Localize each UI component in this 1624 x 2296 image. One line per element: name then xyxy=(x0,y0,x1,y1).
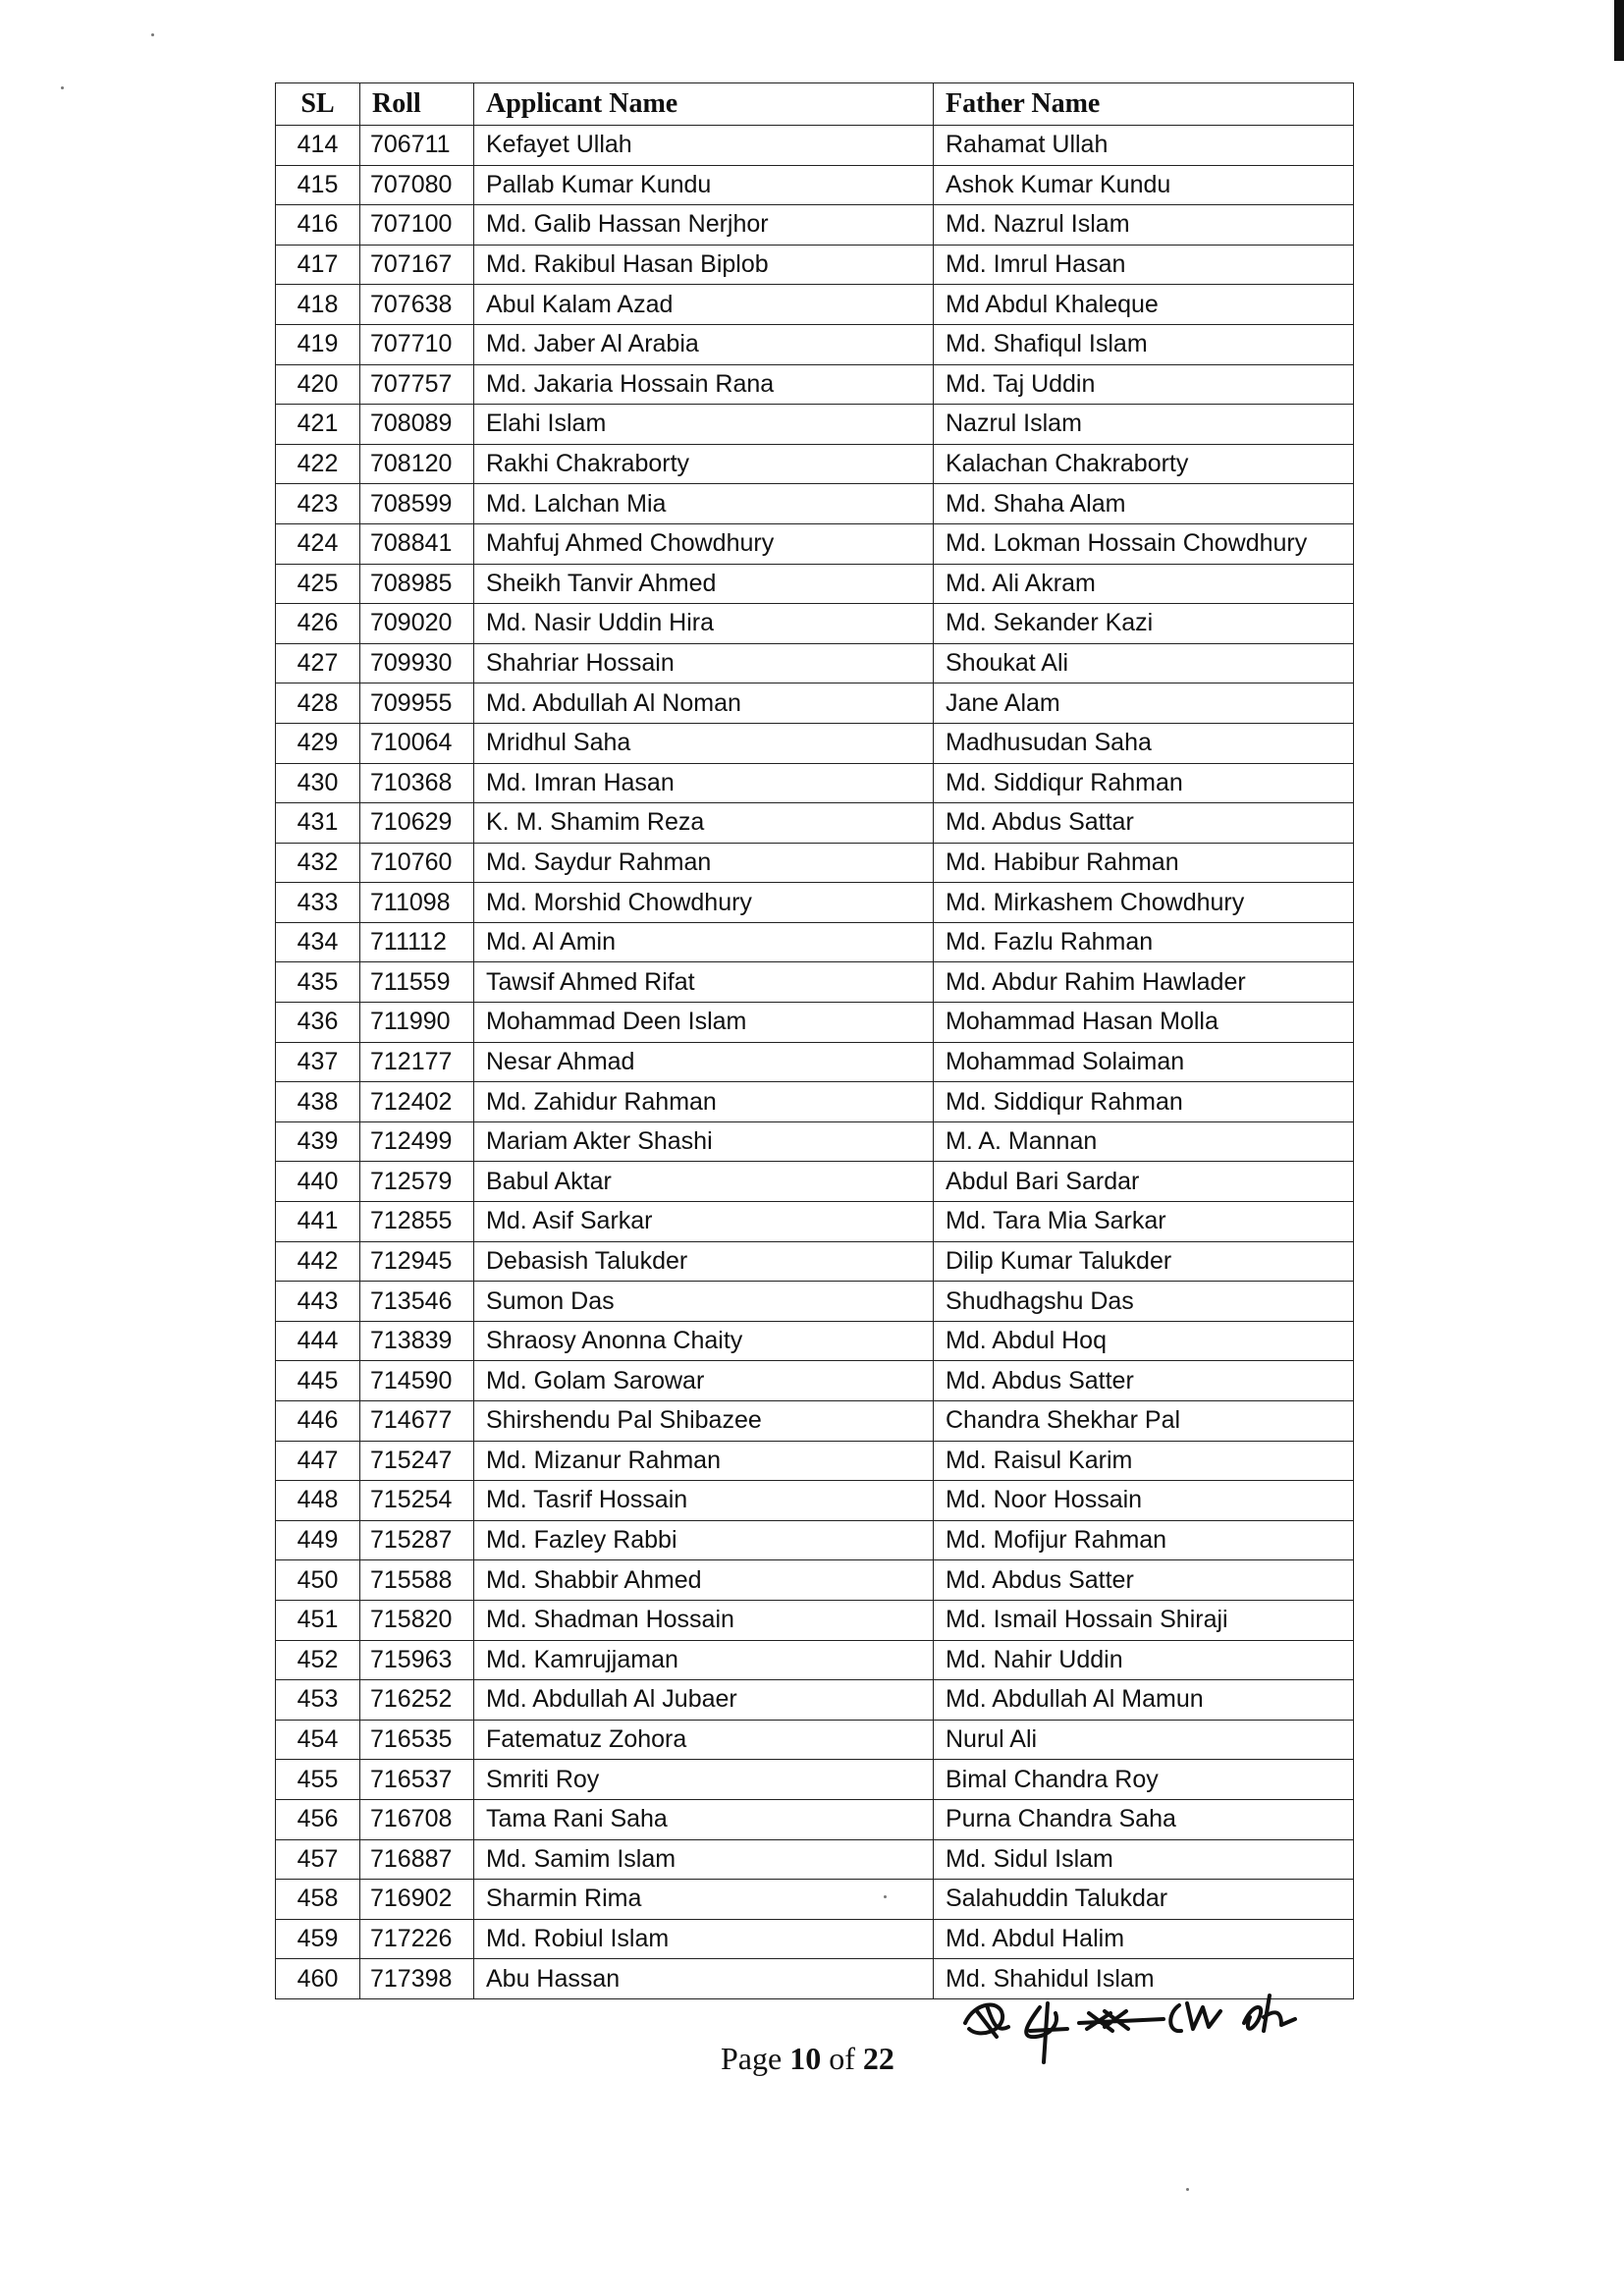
cell-sl: 439 xyxy=(276,1121,360,1162)
cell-father-name: Md. Shahidul Islam xyxy=(934,1959,1354,1999)
scan-speck xyxy=(1186,2188,1189,2191)
cell-father-name: Md. Abdus Satter xyxy=(934,1560,1354,1601)
cell-applicant-name: Md. Saydur Rahman xyxy=(474,843,934,883)
cell-roll: 708841 xyxy=(360,523,474,564)
page-prefix: Page xyxy=(721,2041,783,2076)
cell-applicant-name: Abul Kalam Azad xyxy=(474,285,934,325)
cell-applicant-name: Md. Zahidur Rahman xyxy=(474,1082,934,1122)
cell-sl: 448 xyxy=(276,1481,360,1521)
cell-sl: 420 xyxy=(276,364,360,405)
cell-applicant-name: Shahriar Hossain xyxy=(474,643,934,683)
cell-father-name: Md. Raisul Karim xyxy=(934,1441,1354,1481)
cell-applicant-name: Mahfuj Ahmed Chowdhury xyxy=(474,523,934,564)
cell-father-name: Md. Fazlu Rahman xyxy=(934,922,1354,962)
cell-father-name: Md. Mofijur Rahman xyxy=(934,1520,1354,1560)
cell-father-name: Md. Tara Mia Sarkar xyxy=(934,1202,1354,1242)
cell-roll: 715963 xyxy=(360,1640,474,1680)
table-row xyxy=(276,1560,1354,1601)
cell-roll: 716887 xyxy=(360,1839,474,1880)
cell-sl: 427 xyxy=(276,643,360,683)
table-row xyxy=(276,405,1354,445)
cell-sl: 426 xyxy=(276,604,360,644)
cell-roll: 707167 xyxy=(360,245,474,285)
column-header-applicant-name: Applicant Name xyxy=(474,83,934,126)
cell-father-name: Md. Imrul Hasan xyxy=(934,245,1354,285)
cell-roll: 713839 xyxy=(360,1321,474,1361)
cell-father-name: Md. Abdullah Al Mamun xyxy=(934,1680,1354,1721)
table-row xyxy=(276,1241,1354,1282)
cell-roll: 707080 xyxy=(360,165,474,205)
table-row xyxy=(276,523,1354,564)
cell-father-name: Md. Siddiqur Rahman xyxy=(934,763,1354,803)
cell-applicant-name: Md. Al Amin xyxy=(474,922,934,962)
cell-sl: 446 xyxy=(276,1401,360,1442)
cell-father-name: Mohammad Hasan Molla xyxy=(934,1003,1354,1043)
applicant-list-table xyxy=(275,82,1354,1999)
cell-sl: 423 xyxy=(276,484,360,524)
table-row xyxy=(276,1919,1354,1959)
cell-father-name: Madhusudan Saha xyxy=(934,723,1354,763)
cell-sl: 415 xyxy=(276,165,360,205)
cell-roll: 716252 xyxy=(360,1680,474,1721)
cell-applicant-name: Kefayet Ullah xyxy=(474,126,934,166)
cell-father-name: Shudhagshu Das xyxy=(934,1282,1354,1322)
cell-roll: 717226 xyxy=(360,1919,474,1959)
column-header-sl: SL xyxy=(276,83,360,126)
cell-father-name: Md. Sekander Kazi xyxy=(934,604,1354,644)
cell-roll: 712402 xyxy=(360,1082,474,1122)
table-row xyxy=(276,1481,1354,1521)
table-row xyxy=(276,1600,1354,1640)
cell-sl: 437 xyxy=(276,1042,360,1082)
page-of-label: of xyxy=(829,2041,855,2076)
cell-sl: 460 xyxy=(276,1959,360,1999)
cell-applicant-name: Md. Jakaria Hossain Rana xyxy=(474,364,934,405)
current-page: 10 xyxy=(789,2041,822,2076)
cell-roll: 716537 xyxy=(360,1760,474,1800)
cell-roll: 707100 xyxy=(360,205,474,246)
cell-roll: 717398 xyxy=(360,1959,474,1999)
cell-applicant-name: Md. Nasir Uddin Hira xyxy=(474,604,934,644)
cell-sl: 459 xyxy=(276,1919,360,1959)
cell-father-name: Rahamat Ullah xyxy=(934,126,1354,166)
cell-roll: 713546 xyxy=(360,1282,474,1322)
cell-applicant-name: Shraosy Anonna Chaity xyxy=(474,1321,934,1361)
column-header-roll: Roll xyxy=(360,83,474,126)
cell-father-name: Md. Nahir Uddin xyxy=(934,1640,1354,1680)
cell-roll: 711559 xyxy=(360,962,474,1003)
cell-applicant-name: Smriti Roy xyxy=(474,1760,934,1800)
cell-father-name: Mohammad Solaiman xyxy=(934,1042,1354,1082)
table-row xyxy=(276,1839,1354,1880)
cell-roll: 708599 xyxy=(360,484,474,524)
cell-father-name: Md Abdul Khaleque xyxy=(934,285,1354,325)
cell-father-name: Purna Chandra Saha xyxy=(934,1799,1354,1839)
table-row xyxy=(276,604,1354,644)
table-row xyxy=(276,564,1354,604)
cell-sl: 418 xyxy=(276,285,360,325)
cell-sl: 453 xyxy=(276,1680,360,1721)
cell-roll: 707710 xyxy=(360,324,474,364)
cell-sl: 445 xyxy=(276,1361,360,1401)
cell-sl: 443 xyxy=(276,1282,360,1322)
cell-father-name: Ashok Kumar Kundu xyxy=(934,165,1354,205)
cell-father-name: Md. Abdus Satter xyxy=(934,1361,1354,1401)
cell-father-name: Md. Shaha Alam xyxy=(934,484,1354,524)
cell-applicant-name: Debasish Talukder xyxy=(474,1241,934,1282)
cell-father-name: Md. Siddiqur Rahman xyxy=(934,1082,1354,1122)
cell-sl: 430 xyxy=(276,763,360,803)
cell-roll: 715588 xyxy=(360,1560,474,1601)
cell-applicant-name: Abu Hassan xyxy=(474,1959,934,1999)
cell-applicant-name: Md. Robiul Islam xyxy=(474,1919,934,1959)
table-row xyxy=(276,444,1354,484)
signature-stroke xyxy=(1170,2003,1220,2031)
cell-sl: 434 xyxy=(276,922,360,962)
cell-father-name: Md. Mirkashem Chowdhury xyxy=(934,883,1354,923)
table-row xyxy=(276,1760,1354,1800)
cell-roll: 711112 xyxy=(360,922,474,962)
cell-sl: 457 xyxy=(276,1839,360,1880)
cell-applicant-name: Fatematuz Zohora xyxy=(474,1720,934,1760)
cell-applicant-name: Sumon Das xyxy=(474,1282,934,1322)
cell-roll: 709930 xyxy=(360,643,474,683)
cell-applicant-name: Md. Golam Sarowar xyxy=(474,1361,934,1401)
cell-roll: 711990 xyxy=(360,1003,474,1043)
cell-sl: 431 xyxy=(276,803,360,844)
cell-applicant-name: Pallab Kumar Kundu xyxy=(474,165,934,205)
table-header-row xyxy=(276,83,1354,126)
cell-applicant-name: K. M. Shamim Reza xyxy=(474,803,934,844)
cell-sl: 433 xyxy=(276,883,360,923)
cell-applicant-name: Md. Rakibul Hasan Biplob xyxy=(474,245,934,285)
table-row xyxy=(276,1401,1354,1442)
table-row xyxy=(276,1720,1354,1760)
table-row xyxy=(276,126,1354,166)
cell-applicant-name: Md. Asif Sarkar xyxy=(474,1202,934,1242)
cell-sl: 425 xyxy=(276,564,360,604)
cell-applicant-name: Sheikh Tanvir Ahmed xyxy=(474,564,934,604)
cell-father-name: Abdul Bari Sardar xyxy=(934,1162,1354,1202)
table-row xyxy=(276,763,1354,803)
cell-applicant-name: Nesar Ahmad xyxy=(474,1042,934,1082)
cell-roll: 714677 xyxy=(360,1401,474,1442)
table-row xyxy=(276,285,1354,325)
cell-roll: 716535 xyxy=(360,1720,474,1760)
cell-father-name: Kalachan Chakraborty xyxy=(934,444,1354,484)
table-row xyxy=(276,683,1354,724)
cell-roll: 715247 xyxy=(360,1441,474,1481)
table-body xyxy=(276,126,1354,1999)
table-row xyxy=(276,1520,1354,1560)
cell-roll: 710368 xyxy=(360,763,474,803)
table-row xyxy=(276,1880,1354,1920)
cell-roll: 707757 xyxy=(360,364,474,405)
cell-roll: 715820 xyxy=(360,1600,474,1640)
cell-father-name: Nurul Ali xyxy=(934,1720,1354,1760)
table-row xyxy=(276,1202,1354,1242)
table-row xyxy=(276,1640,1354,1680)
cell-roll: 715254 xyxy=(360,1481,474,1521)
cell-sl: 442 xyxy=(276,1241,360,1282)
cell-sl: 421 xyxy=(276,405,360,445)
cell-father-name: Md. Abdur Rahim Hawlader xyxy=(934,962,1354,1003)
cell-father-name: Md. Lokman Hossain Chowdhury xyxy=(934,523,1354,564)
cell-applicant-name: Rakhi Chakraborty xyxy=(474,444,934,484)
cell-father-name: Dilip Kumar Talukder xyxy=(934,1241,1354,1282)
table-row xyxy=(276,1441,1354,1481)
cell-applicant-name: Md. Abdullah Al Noman xyxy=(474,683,934,724)
cell-roll: 709955 xyxy=(360,683,474,724)
table-row xyxy=(276,1680,1354,1721)
cell-applicant-name: Tawsif Ahmed Rifat xyxy=(474,962,934,1003)
cell-sl: 438 xyxy=(276,1082,360,1122)
cell-father-name: M. A. Mannan xyxy=(934,1121,1354,1162)
cell-roll: 708985 xyxy=(360,564,474,604)
table-row xyxy=(276,1799,1354,1839)
cell-roll: 709020 xyxy=(360,604,474,644)
cell-roll: 712499 xyxy=(360,1121,474,1162)
cell-roll: 712177 xyxy=(360,1042,474,1082)
table-row xyxy=(276,883,1354,923)
scan-speck xyxy=(61,86,64,89)
cell-applicant-name: Md. Lalchan Mia xyxy=(474,484,934,524)
scan-speck xyxy=(151,33,154,36)
cell-father-name: Md. Abdul Hoq xyxy=(934,1321,1354,1361)
cell-roll: 707638 xyxy=(360,285,474,325)
signature-stroke xyxy=(1026,2003,1067,2062)
table-row xyxy=(276,364,1354,405)
cell-father-name: Md. Taj Uddin xyxy=(934,364,1354,405)
total-pages: 22 xyxy=(862,2041,894,2076)
cell-applicant-name: Mohammad Deen Islam xyxy=(474,1003,934,1043)
table-row xyxy=(276,843,1354,883)
table-row xyxy=(276,1282,1354,1322)
cell-father-name: Jane Alam xyxy=(934,683,1354,724)
cell-roll: 710064 xyxy=(360,723,474,763)
cell-roll: 712945 xyxy=(360,1241,474,1282)
cell-applicant-name: Md. Fazley Rabbi xyxy=(474,1520,934,1560)
table-row xyxy=(276,962,1354,1003)
cell-sl: 436 xyxy=(276,1003,360,1043)
cell-applicant-name: Md. Galib Hassan Nerjhor xyxy=(474,205,934,246)
table-row xyxy=(276,643,1354,683)
table-row xyxy=(276,165,1354,205)
table-row xyxy=(276,324,1354,364)
table-row xyxy=(276,484,1354,524)
cell-applicant-name: Md. Kamrujjaman xyxy=(474,1640,934,1680)
cell-sl: 414 xyxy=(276,126,360,166)
cell-applicant-name: Md. Tasrif Hossain xyxy=(474,1481,934,1521)
cell-sl: 435 xyxy=(276,962,360,1003)
cell-sl: 454 xyxy=(276,1720,360,1760)
cell-sl: 422 xyxy=(276,444,360,484)
scan-edge-mark xyxy=(1614,0,1624,61)
cell-father-name: Chandra Shekhar Pal xyxy=(934,1401,1354,1442)
cell-roll: 710760 xyxy=(360,843,474,883)
cell-applicant-name: Babul Aktar xyxy=(474,1162,934,1202)
signatures-image xyxy=(957,1984,1311,2072)
table-row xyxy=(276,1042,1354,1082)
cell-father-name: Md. Abdus Sattar xyxy=(934,803,1354,844)
cell-sl: 451 xyxy=(276,1600,360,1640)
cell-roll: 708089 xyxy=(360,405,474,445)
cell-roll: 711098 xyxy=(360,883,474,923)
cell-sl: 416 xyxy=(276,205,360,246)
cell-roll: 716708 xyxy=(360,1799,474,1839)
table-row xyxy=(276,1162,1354,1202)
cell-sl: 449 xyxy=(276,1520,360,1560)
cell-roll: 708120 xyxy=(360,444,474,484)
signature-stroke xyxy=(965,2005,1008,2037)
cell-applicant-name: Mariam Akter Shashi xyxy=(474,1121,934,1162)
cell-applicant-name: Sharmin Rima xyxy=(474,1880,934,1920)
cell-father-name: Md. Ali Akram xyxy=(934,564,1354,604)
cell-applicant-name: Tama Rani Saha xyxy=(474,1799,934,1839)
cell-father-name: Shoukat Ali xyxy=(934,643,1354,683)
cell-applicant-name: Shirshendu Pal Shibazee xyxy=(474,1401,934,1442)
table-row xyxy=(276,922,1354,962)
table-row xyxy=(276,1121,1354,1162)
table-row xyxy=(276,1321,1354,1361)
cell-sl: 432 xyxy=(276,843,360,883)
cell-sl: 452 xyxy=(276,1640,360,1680)
cell-father-name: Nazrul Islam xyxy=(934,405,1354,445)
cell-father-name: Md. Noor Hossain xyxy=(934,1481,1354,1521)
cell-applicant-name: Md. Samim Islam xyxy=(474,1839,934,1880)
cell-sl: 428 xyxy=(276,683,360,724)
page-number xyxy=(721,2041,894,2077)
cell-applicant-name: Md. Shabbir Ahmed xyxy=(474,1560,934,1601)
cell-father-name: Md. Ismail Hossain Shiraji xyxy=(934,1600,1354,1640)
cell-sl: 455 xyxy=(276,1760,360,1800)
table-row xyxy=(276,1003,1354,1043)
cell-father-name: Md. Shafiqul Islam xyxy=(934,324,1354,364)
cell-roll: 716902 xyxy=(360,1880,474,1920)
cell-roll: 715287 xyxy=(360,1520,474,1560)
cell-roll: 710629 xyxy=(360,803,474,844)
cell-father-name: Md. Nazrul Islam xyxy=(934,205,1354,246)
cell-sl: 456 xyxy=(276,1799,360,1839)
cell-father-name: Md. Abdul Halim xyxy=(934,1919,1354,1959)
cell-applicant-name: Md. Shadman Hossain xyxy=(474,1600,934,1640)
cell-applicant-name: Md. Imran Hasan xyxy=(474,763,934,803)
cell-father-name: Salahuddin Talukdar xyxy=(934,1880,1354,1920)
cell-roll: 706711 xyxy=(360,126,474,166)
cell-sl: 441 xyxy=(276,1202,360,1242)
cell-applicant-name: Md. Abdullah Al Jubaer xyxy=(474,1680,934,1721)
cell-father-name: Bimal Chandra Roy xyxy=(934,1760,1354,1800)
signature-stroke xyxy=(1244,1995,1295,2031)
cell-roll: 712579 xyxy=(360,1162,474,1202)
cell-applicant-name: Md. Jaber Al Arabia xyxy=(474,324,934,364)
cell-sl: 450 xyxy=(276,1560,360,1601)
cell-sl: 417 xyxy=(276,245,360,285)
cell-applicant-name: Elahi Islam xyxy=(474,405,934,445)
cell-applicant-name: Mridhul Saha xyxy=(474,723,934,763)
table-row xyxy=(276,1361,1354,1401)
cell-applicant-name: Md. Morshid Chowdhury xyxy=(474,883,934,923)
signature-stroke xyxy=(1079,2011,1164,2031)
cell-sl: 419 xyxy=(276,324,360,364)
cell-father-name: Md. Habibur Rahman xyxy=(934,843,1354,883)
table-row xyxy=(276,723,1354,763)
cell-father-name: Md. Sidul Islam xyxy=(934,1839,1354,1880)
table-row xyxy=(276,245,1354,285)
cell-sl: 424 xyxy=(276,523,360,564)
column-header-father-name: Father Name xyxy=(934,83,1354,126)
table-row xyxy=(276,803,1354,844)
cell-roll: 712855 xyxy=(360,1202,474,1242)
cell-roll: 714590 xyxy=(360,1361,474,1401)
table-row xyxy=(276,205,1354,246)
cell-sl: 440 xyxy=(276,1162,360,1202)
cell-sl: 429 xyxy=(276,723,360,763)
cell-sl: 444 xyxy=(276,1321,360,1361)
cell-sl: 447 xyxy=(276,1441,360,1481)
table-row xyxy=(276,1082,1354,1122)
cell-sl: 458 xyxy=(276,1880,360,1920)
cell-applicant-name: Md. Mizanur Rahman xyxy=(474,1441,934,1481)
